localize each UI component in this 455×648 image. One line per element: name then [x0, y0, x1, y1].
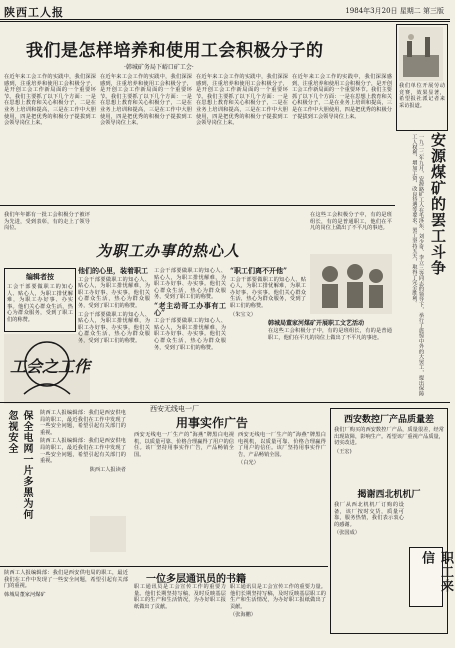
machinery-body: 我厂从西北机机厂订购的设备，该厂按时交货，质量可靠，服务热情，我们表示衷心的感谢。 （张国成） — [334, 502, 404, 537]
xian-products-credit: （王宏) — [334, 448, 352, 455]
mid-bottom-col-1: 职工通讯员是工会宣传工作的重要力量。他们长期坚持写稿，及时反映基层职工的生产和生活情况，为办好职工报纸做出了贡献。 — [134, 584, 226, 610]
cases-photo — [310, 254, 392, 314]
feature-title: 为职工办事的热心人 — [96, 242, 241, 260]
left-mid-art — [90, 516, 126, 552]
lead-body-col-2: 在近年来工会工作的实践中，我们深深感到，注重培养和使用工会积极分子，是开创工会工作新局面的一个重要环节。我们主要抓了以下几个方面：一是在思想上教育和关心积极分子，二是在业务上培训和提高，三是在工作中大胆使用，四是把优秀的积极分子提拔到工会领导岗位上来。 — [100, 74, 192, 127]
left-mid-body: 陕西工人报编辑部：我们是西安供电局的职工，最近我们在工作中发现了一些安全问题，希望引起有关部门的重视。 陕西工人报编辑部：我们是西安供电局的职工，最近我们在工作中发现了一些安全问题，希望引起有关部门的重视。 陕西工人报读者 — [40, 410, 126, 473]
lead-body-col-3: 在近年来工会工作的实践中，我们深深感到，注重培养和使用工会积极分子，是开创工会工作新局面的一个重要环节。我们主要抓了以下几个方面：一是在思想上教育和关心积极分子，二是在业务上培训和提高，三是在工作中大胆使用，四是把优秀的积极分子提拔到工会领导岗位上来。 — [196, 74, 288, 127]
anren-title: 安源煤矿的罢工斗争 — [429, 132, 447, 276]
ad-col-1: 西安无线电一厂生产的“海燕”牌黑白电视机，以质量可靠、价格合理赢得了用户的信任。该厂坚持用事实作广告，产品畅销全国。 — [134, 432, 234, 458]
feature-editor-box — [4, 268, 76, 332]
bottom-left-body: 陕西工人报编辑部：我们是西安供电局的职工，最近我们在工作中发现了一些安全问题，希望引起有关部门的重视。 韩城局董家河煤矿 — [4, 570, 128, 598]
lead-body-col-4: 在近年来工会工作的实践中，我们深深感到，注重培养和使用工会积极分子，是开创工会工作新局面的一个重要环节。我们主要抓了以下几个方面：一是在思想上教育和关心积极分子，二是在业务上培训和提高，三是在工作中大胆使用，四是把优秀的积极分子提拔到工会领导岗位上来。 — [292, 74, 392, 120]
section-rule — [0, 402, 450, 403]
feature-box-label: 编辑者按 — [26, 272, 54, 281]
xian-products-title: 西安数控厂产品质量差 — [343, 415, 434, 425]
feature-subhead: “职工们离不开他” — [230, 266, 288, 275]
feature-credit: （朱宝文） — [230, 311, 256, 318]
feature-col-2: 工会干部要做职工的知心人、贴心人，为职工排忧解难，为职工办好事、办实事。他们关心群众生活，热心为群众服务，受到了职工们的称赞。 “老主动哥工办事有工 心” 工会干部要做职工的知心人、贴心人，为职工排忧解难，为职工办好事、办实事。他们关心群众生活，热心为群众服务，受到了职工们的称赞。 — [154, 268, 226, 351]
mid-bottom-title: 一位多层通讯员的书籍 — [146, 574, 246, 585]
masthead-title: 陕西工人报 — [4, 6, 64, 19]
people-icon — [310, 254, 392, 314]
right-top-note: 我们单位开展劳动竞赛，效果显著，希望报社派记者来采访报道。 — [399, 83, 445, 109]
lead-byline: ·韩城矿务局下峪口矿工会· — [124, 64, 194, 71]
feature-subhead: “老主动哥工办事有工 心” — [154, 300, 226, 317]
letters-label-box — [409, 547, 453, 607]
sidebar-note: 我们年年都有一批工会积极分子被评为先进，受到表彰，有的走上了领导岗位。 — [4, 212, 90, 232]
lead-headline: 我们是怎样培养和使用工会积极分子的 — [26, 41, 324, 61]
feature-art-text: 工会之工作 — [10, 357, 91, 376]
section-rule — [0, 566, 328, 567]
feature-col-1: 他们的心里，装着职工 工会干部要做职工的知心人、贴心人，为职工排忧解难，为职工办好事、办实事。他们关心群众生活，热心为群众服务，受到了职工们的称赞。 工会干部要做职工的知心人、贴心人，为职工排忧解难，为职工办好事、办实事。他们关心群众生活，热心为群众服务，受到了职工们的称赞。 — [78, 266, 150, 344]
ad-title: 用事实作广告 — [176, 416, 249, 430]
top-right-box — [396, 24, 448, 131]
masthead-rule — [0, 21, 450, 22]
ad-col-2: 西安无线电一厂生产的“海燕”牌黑白电视机，以质量可靠、价格合理赢得了用户的信任。该厂坚持用事实作广告，产品畅销全国。 （白光） — [238, 432, 326, 467]
masthead-date: 1984年3月20日 星期二 第三版 — [345, 7, 444, 15]
ad-kicker: 西安无线电一厂 — [150, 405, 199, 413]
ad-credit: （白光） — [238, 460, 259, 467]
factory-photo — [399, 27, 443, 81]
vertical-slogan: 保全电网一片多黑为何忽视安全 — [6, 410, 32, 520]
cases-col: 在这些工会积极分子中，有的是班组长，有的是普通职工，他们在平凡的岗位上做出了不平凡的事迹。 — [310, 212, 392, 232]
feature-box-body: 工会干部要做职工的知心人、贴心人，为职工排忧解难，为职工办好事、办实事。他们关心群众生活，热心为群众服务，受到了职工们的称赞。 — [7, 284, 73, 323]
xian-products-body: 我们厂购买的西安数控厂产品，质量很差，经常出现故障，影响生产。希望该厂重视产品质量，切实改进。 （王宏) — [334, 427, 444, 455]
letters-label: 职工来信 — [419, 551, 453, 593]
anren-body: 一九二二年九月，安源路矿工人在毛泽东、刘少奇、李立三等同志的领导下，举行了震惊中外的大罢工，提出保障工人权利、增加工资、改良待遇等要求。罢工坚持五天，取得了完全胜利。 — [411, 134, 424, 396]
machinery-credit: （张国成） — [334, 530, 360, 537]
masthead-rule — [0, 19, 450, 20]
machinery-title: 揭谢西北机机厂 — [357, 490, 421, 500]
section-rule — [0, 205, 395, 206]
feature-subhead: 他们的心里，装着职工 — [78, 266, 148, 275]
right-bottom-box — [330, 408, 453, 634]
factory-icon — [399, 27, 443, 81]
lead-body-col-1: 在近年来工会工作的实践中，我们深深感到，注重培养和使用工会积极分子，是开创工会工作新局面的一个重要环节。我们主要抓了以下几个方面：一是在思想上教育和关心积极分子，二是在业务上培训和提高，三是在工作中大胆使用，四是把优秀的积极分子提拔到工会领导岗位上来。 — [4, 74, 96, 127]
feature-col-3: “职工们离不开他” 工会干部要做职工的知心人、贴心人，为职工排忧解难，为职工办好事、办实事。他们关心群众生活，热心为群众服务，受到了职工们的称赞。 （朱宝文） — [230, 266, 306, 318]
cases-box-title: 韩城局董家河煤矿开展职工文艺活动 — [268, 320, 365, 327]
mid-bottom-credit: （张海鹏） — [230, 612, 256, 619]
mid-bottom-col-2: 职工通讯员是工会宣传工作的重要力量。他们长期坚持写稿，及时反映基层职工的生产和生活情况，为办好职工报纸做出了贡献。 （张海鹏） — [230, 584, 326, 619]
left-mid-sign: 陕西工人报读者 — [89, 466, 126, 473]
cases-body: 在这些工会积极分子中，有的是班组长，有的是普通职工，他们在平凡的岗位上做出了不平凡的事迹。 — [268, 328, 392, 341]
